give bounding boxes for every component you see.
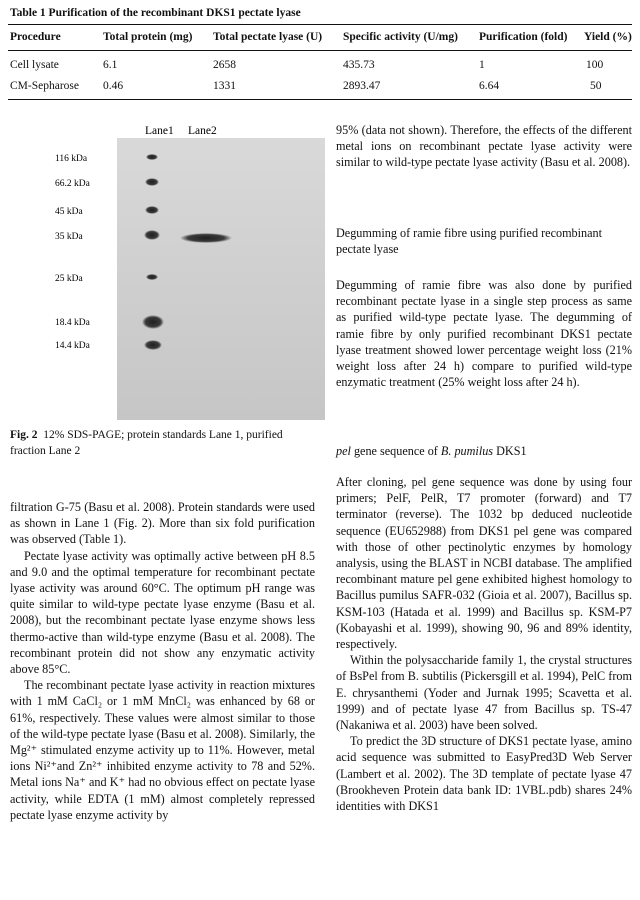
marker-label-18: 18.4 kDa	[55, 318, 90, 328]
marker-band	[145, 178, 159, 186]
table-header-procedure: Procedure	[10, 31, 61, 43]
marker-band	[142, 315, 164, 329]
marker-band	[144, 340, 162, 350]
marker-label-66: 66.2 kDa	[55, 179, 90, 189]
right-paragraph-2: Degumming of ramie fibre was also done by purified recombinant pectate lyase in a single step process as same as purified wild-type pectate lyase. The degumming of ramie fibre by only purified recombinant DKS1 pectate lyase treatment showed lower percentage weight loss (21% weight loss after 24 h) compare to purified wild-type enzymatic treatment (25% weight loss after 24 h).	[336, 278, 632, 390]
table-cell: 2893.47	[343, 80, 381, 92]
table-header-specific-activity: Specific activity (U/mg)	[343, 31, 458, 43]
table-cell: 1331	[213, 80, 236, 92]
table-cell: 50	[590, 80, 602, 92]
table-top-rule	[8, 24, 632, 25]
marker-band	[146, 274, 158, 280]
table-cell: 100	[586, 59, 604, 71]
heading-gene-name: pel	[336, 444, 351, 458]
left-column	[10, 499, 315, 823]
marker-label-25: 25 kDa	[55, 274, 83, 284]
right-paragraph-1: 95% (data not shown). Therefore, the effects of the different metal ions on recombinant pectate lyase activity were similar to wild-type pectate lyase activity (Basu et al. 2008).	[336, 123, 632, 170]
section-heading-pel-gene	[336, 443, 632, 459]
table-header-total-protein: Total protein (mg)	[103, 31, 193, 43]
table-cell: 0.46	[103, 80, 124, 92]
table-cell: 1	[479, 59, 485, 71]
marker-label-35: 35 kDa	[55, 232, 83, 242]
figure-caption	[10, 427, 315, 459]
table-cell: 435.73	[343, 59, 375, 71]
marker-band	[144, 230, 160, 240]
marker-band	[146, 154, 158, 160]
sds-page-gel-figure	[55, 118, 325, 423]
table-header-purification: Purification (fold)	[479, 31, 568, 43]
marker-band	[145, 206, 159, 214]
right-paragraph-4: Within the polysaccharide family 1, the crystal structures of BsPel from B. subtilis (Pickersgill et al. 1994), PelC from E. chrysanthemi (Yoder and Jurnak 1995; Scavetta et al. 1999) and of pectate lyase 47 from Bacillus sp. TS-47 (Nakaniwa et al. 2003) have been solved.	[336, 653, 632, 733]
table-header-total-pectate-lyase: Total pectate lyase (U)	[213, 31, 323, 43]
table-cell: CM-Sepharose	[10, 80, 79, 92]
figure-caption-label: Fig. 2	[10, 429, 38, 441]
table-bottom-rule	[8, 99, 632, 100]
heading-text: gene sequence of	[350, 444, 441, 458]
table-cell: 6.1	[103, 59, 118, 71]
marker-label-116: 116 kDa	[55, 154, 88, 164]
left-paragraph-2: Pectate lyase activity was optimally active between pH 8.5 and 9.0 and the optimal temperature for recombinant pectate lyase activity was around 60°C. The optimum pH range was quite similar to wild-type pectate lyase enzyme (Basu et al. 2008), but the recombinant pectate lyase enzyme shows less thermo-active than wild-type enzyme (Basu et al. 2008). The recombinant protein did not show any enzymatic activity above 85°C.	[10, 548, 315, 677]
marker-label-14: 14.4 kDa	[55, 341, 90, 351]
right-column-body	[336, 474, 632, 814]
table-cell: 6.64	[479, 80, 500, 92]
lane2-label: Lane2	[188, 125, 217, 137]
marker-label-45: 45 kDa	[55, 207, 83, 217]
heading-species: B. pumilus	[440, 444, 494, 458]
figure-caption-text: 12% SDS-PAGE; protein standards Lane 1, purified fraction Lane 2	[10, 429, 283, 457]
purified-protein-band	[180, 233, 232, 243]
right-paragraph-3: After cloning, pel gene sequence was done by using four primers; PelF, PelR, T7 promoter (forward) and T7 terminator (reverse). The 1032 bp deduced nucleotide sequence (EU652988) from DKS1 pel gene was compared with those of other pectinolytic enzymes by homology analysis, using the BLAST in NCBI database. The amplified recombinant mature pel gene exhibited highest homology to Bacillus pumilus SAFR-032 (Gioia et al. 2007), Bacillus sp. KSM-103 (Hatada et al. 1999) and Bacillus sp. KSM-P7 (Kobayashi et al. 1999), showing 90, 96 and 89% identity, respectively.	[336, 475, 632, 652]
table-header-yield: Yield (%)	[584, 31, 632, 43]
left-paragraph-3: The recombinant pectate lyase activity in reaction mixtures with 1 mM CaCl₂ or 1 mM MnCl₂ was enhanced by 68 or 61%, respectively. These values were almost similar to those of the wild-type pectate lyase (Basu et al. 2008). Similarly, the Mg²⁺ stimulated enzyme activity up to 11%. However, metal ions Ni²⁺and Zn²⁺ inhibited enzyme activity to 78 and 52%. Metal ions Na⁺ and K⁺ had no obvious effect on pectate lyase activity, while EDTA (1 mM) almost completely repressed pectate lyase enzyme activity by	[10, 678, 315, 822]
table-title: Table 1 Purification of the recombinant DKS1 pectate lyase	[10, 7, 301, 19]
lane1-label: Lane1	[145, 125, 174, 137]
heading-text: DKS1	[493, 444, 527, 458]
table-cell: 2658	[213, 59, 236, 71]
table-cell: Cell lysate	[10, 59, 59, 71]
section-heading-degumming: Degumming of ramie fibre using purified recombinant pectate lyase	[336, 226, 603, 257]
table-header-rule	[8, 50, 632, 51]
left-paragraph-1: filtration G-75 (Basu et al. 2008). Protein standards were used as shown in Lane 1 (Fig. 2). More than six fold purification was observed (Table 1).	[10, 500, 315, 547]
right-paragraph-5: To predict the 3D structure of DKS1 pectate lyase, amino acid sequence was submitted to EasyPred3D Web Server (Lambert et al. 2002). The 3D template of pectate lyase 47 (Brookheven Protein data bank ID: 1VBL.pdb) shares 24% identities with DKS1	[336, 734, 632, 814]
